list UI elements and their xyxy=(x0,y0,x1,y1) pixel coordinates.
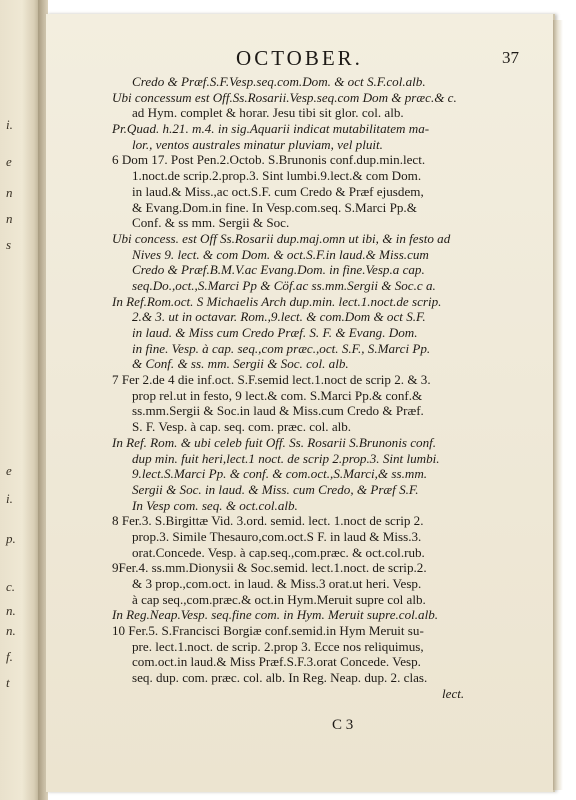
text-line: Sergii & Soc. in laud. & Miss. cum Credo, & Præf S.F. xyxy=(132,481,419,497)
text-line: lor., ventos australes minatur pluviam, vel pluit. xyxy=(132,136,383,152)
text-line: S. F. Vesp. à cap. seq. com. præc. col. alb. xyxy=(132,419,352,435)
margin-fragment: f. xyxy=(6,649,13,664)
text-line: prop rel.ut in festo, 9 lect.& com. S.Marci Pp.& conf.& xyxy=(132,387,423,403)
text-line: dup min. fuit heri,lect.1 noct. de scrip 2.prop.3. Sint lumbi. xyxy=(132,450,440,466)
margin-fragment: p. xyxy=(6,531,16,546)
margin-fragment: i. xyxy=(6,117,13,132)
text-line: & Evang.Dom.in fine. In Vesp.com.seq. S.Marci Pp.& xyxy=(132,199,417,215)
text-line: Credo & Præf.B.M.V.ac Evang.Dom. in fine.Vesp.a cap. xyxy=(132,262,425,278)
text-line: 7 Fer 2.de 4 die inf.oct. S.F.semid lect.1.noct de scrip 2. & 3. xyxy=(112,372,431,388)
text-line: In Ref. Rom. & ubi celeb fuit Off. Ss. Rosarii S.Brunonis conf. xyxy=(112,434,437,450)
text-line: 2.& 3. ut in octavar. Rom.,9.lect. & com.Dom & oct S.F. xyxy=(132,309,426,325)
text-line: In Ref.Rom.oct. S Michaelis Arch dup.min. lect.1.noct.de scrip. xyxy=(112,293,442,309)
text-line: pre. lect.1.noct. de scrip. 2.prop 3. Ecce nos reliquimus, xyxy=(132,638,424,654)
calendar-text-block xyxy=(112,74,532,702)
page-stack-edge xyxy=(553,20,563,790)
text-line: Pr.Quad. h.21. m.4. in sig.Aquarii indicat mutabilitatem ma- xyxy=(112,121,430,137)
margin-fragment: i. xyxy=(6,491,13,506)
margin-fragment: e xyxy=(6,463,12,478)
text-line: 10 Fer.5. S.Francisci Borgiæ conf.semid.in Hym Meruit su- xyxy=(112,623,424,639)
text-line: In Vesp com. seq. & oct.col.alb. xyxy=(132,497,298,513)
text-line: Nives 9. lect. & com Dom. & oct.S.F.in laud.& Miss.cum xyxy=(132,246,429,262)
margin-fragment: e xyxy=(6,154,12,169)
text-line: seq. dup. com. præc. col. alb. In Reg. Neap. dup. 2. clas. xyxy=(132,670,428,686)
text-line: à cap seq.,com.præc.& oct.in Hym.Meruit supre col alb. xyxy=(132,591,426,607)
text-line: In Reg.Neap.Vesp. seq.fine com. in Hym. Meruit supre.col.alb. xyxy=(112,607,439,623)
text-line: Conf. & ss mm. Sergii & Soc. xyxy=(132,215,290,231)
text-line: 8 Fer.3. S.Birgittæ Vid. 3.ord. semid. lect. 1.noct de scrip 2. xyxy=(112,513,424,529)
margin-fragment: n. xyxy=(6,623,16,638)
text-line: ad Hym. complet & horar. Jesu tibi sit glor. col. alb. xyxy=(132,105,404,121)
text-line: Ubi concessum est Off.Ss.Rosarii.Vesp.seq.com Dom & præc.& c. xyxy=(112,89,457,105)
text-line: com.oct.in laud.& Miss Præf.S.F.3.orat Concede. Vesp. xyxy=(132,654,421,670)
text-line: Credo & Præf.S.F.Vesp.seq.com.Dom. & oct S.F.col.alb. xyxy=(132,74,426,89)
margin-fragment: s xyxy=(6,237,12,252)
text-line: ss.mm.Sergii & Soc.in laud & Miss.cum Credo & Præf. xyxy=(132,403,424,419)
book-page xyxy=(46,14,555,792)
text-line: 9Fer.4. ss.mm.Dionysii & Soc.semid. lect.1.noct. de scrip.2. xyxy=(112,560,427,576)
text-line: 6 Dom 17. Post Pen.2.Octob. S.Brunonis conf.dup.min.lect. xyxy=(112,152,426,168)
text-line: in laud. & Miss cum Credo Præf. S. F. & Evang. Dom. xyxy=(132,325,418,340)
text-line: & Conf. & ss. mm. Sergii & Soc. col. alb. xyxy=(132,356,349,372)
margin-fragment: t xyxy=(6,675,10,690)
text-line: seq.Do.,oct.,S.Marci Pp & Cöf.ac ss.mm.Sergii & Soc.c a. xyxy=(132,277,436,293)
margin-fragment: n xyxy=(6,185,13,200)
signature-mark: C 3 xyxy=(332,717,354,733)
text-line: 9.lect.S.Marci Pp. & conf. & com.oct.,S.Marci,& ss.mm. xyxy=(132,466,428,482)
page-header xyxy=(46,46,553,70)
margin-fragment: n xyxy=(6,211,13,226)
margin-fragment: c. xyxy=(6,579,16,594)
text-line: in fine. Vesp. à cap. seq.,com præc.,oct. S.F., S.Marci Pp. xyxy=(132,340,431,356)
text-line: prop.3. Simile Thesauro,com.oct.S F. in laud & Miss.3. xyxy=(132,528,422,544)
text-line: 1.noct.de scrip.2.prop.3. Sint lumbi.9.lect.& com Dom. xyxy=(132,168,422,184)
page-number: 37 xyxy=(502,48,519,67)
page-title: OCTOBER. xyxy=(236,46,363,70)
text-line: orat.Concede. Vesp. à cap.seq.,com.præc. & oct.col.rub. xyxy=(132,544,425,560)
text-line: in laud.& Miss.,ac oct.S.F. cum Credo & Præf ejusdem, xyxy=(132,183,424,199)
text-line: & 3 prop.,com.oct. in laud. & Miss.3 orat.ut heri. Vesp. xyxy=(132,576,422,591)
previous-page-edge xyxy=(0,0,40,800)
text-line: Ubi concess. est Off Ss.Rosarii dup.maj.omn ut ibi, & in festo ad xyxy=(112,230,451,246)
text-line: lect. xyxy=(442,685,465,701)
margin-fragment: n. xyxy=(6,603,16,618)
